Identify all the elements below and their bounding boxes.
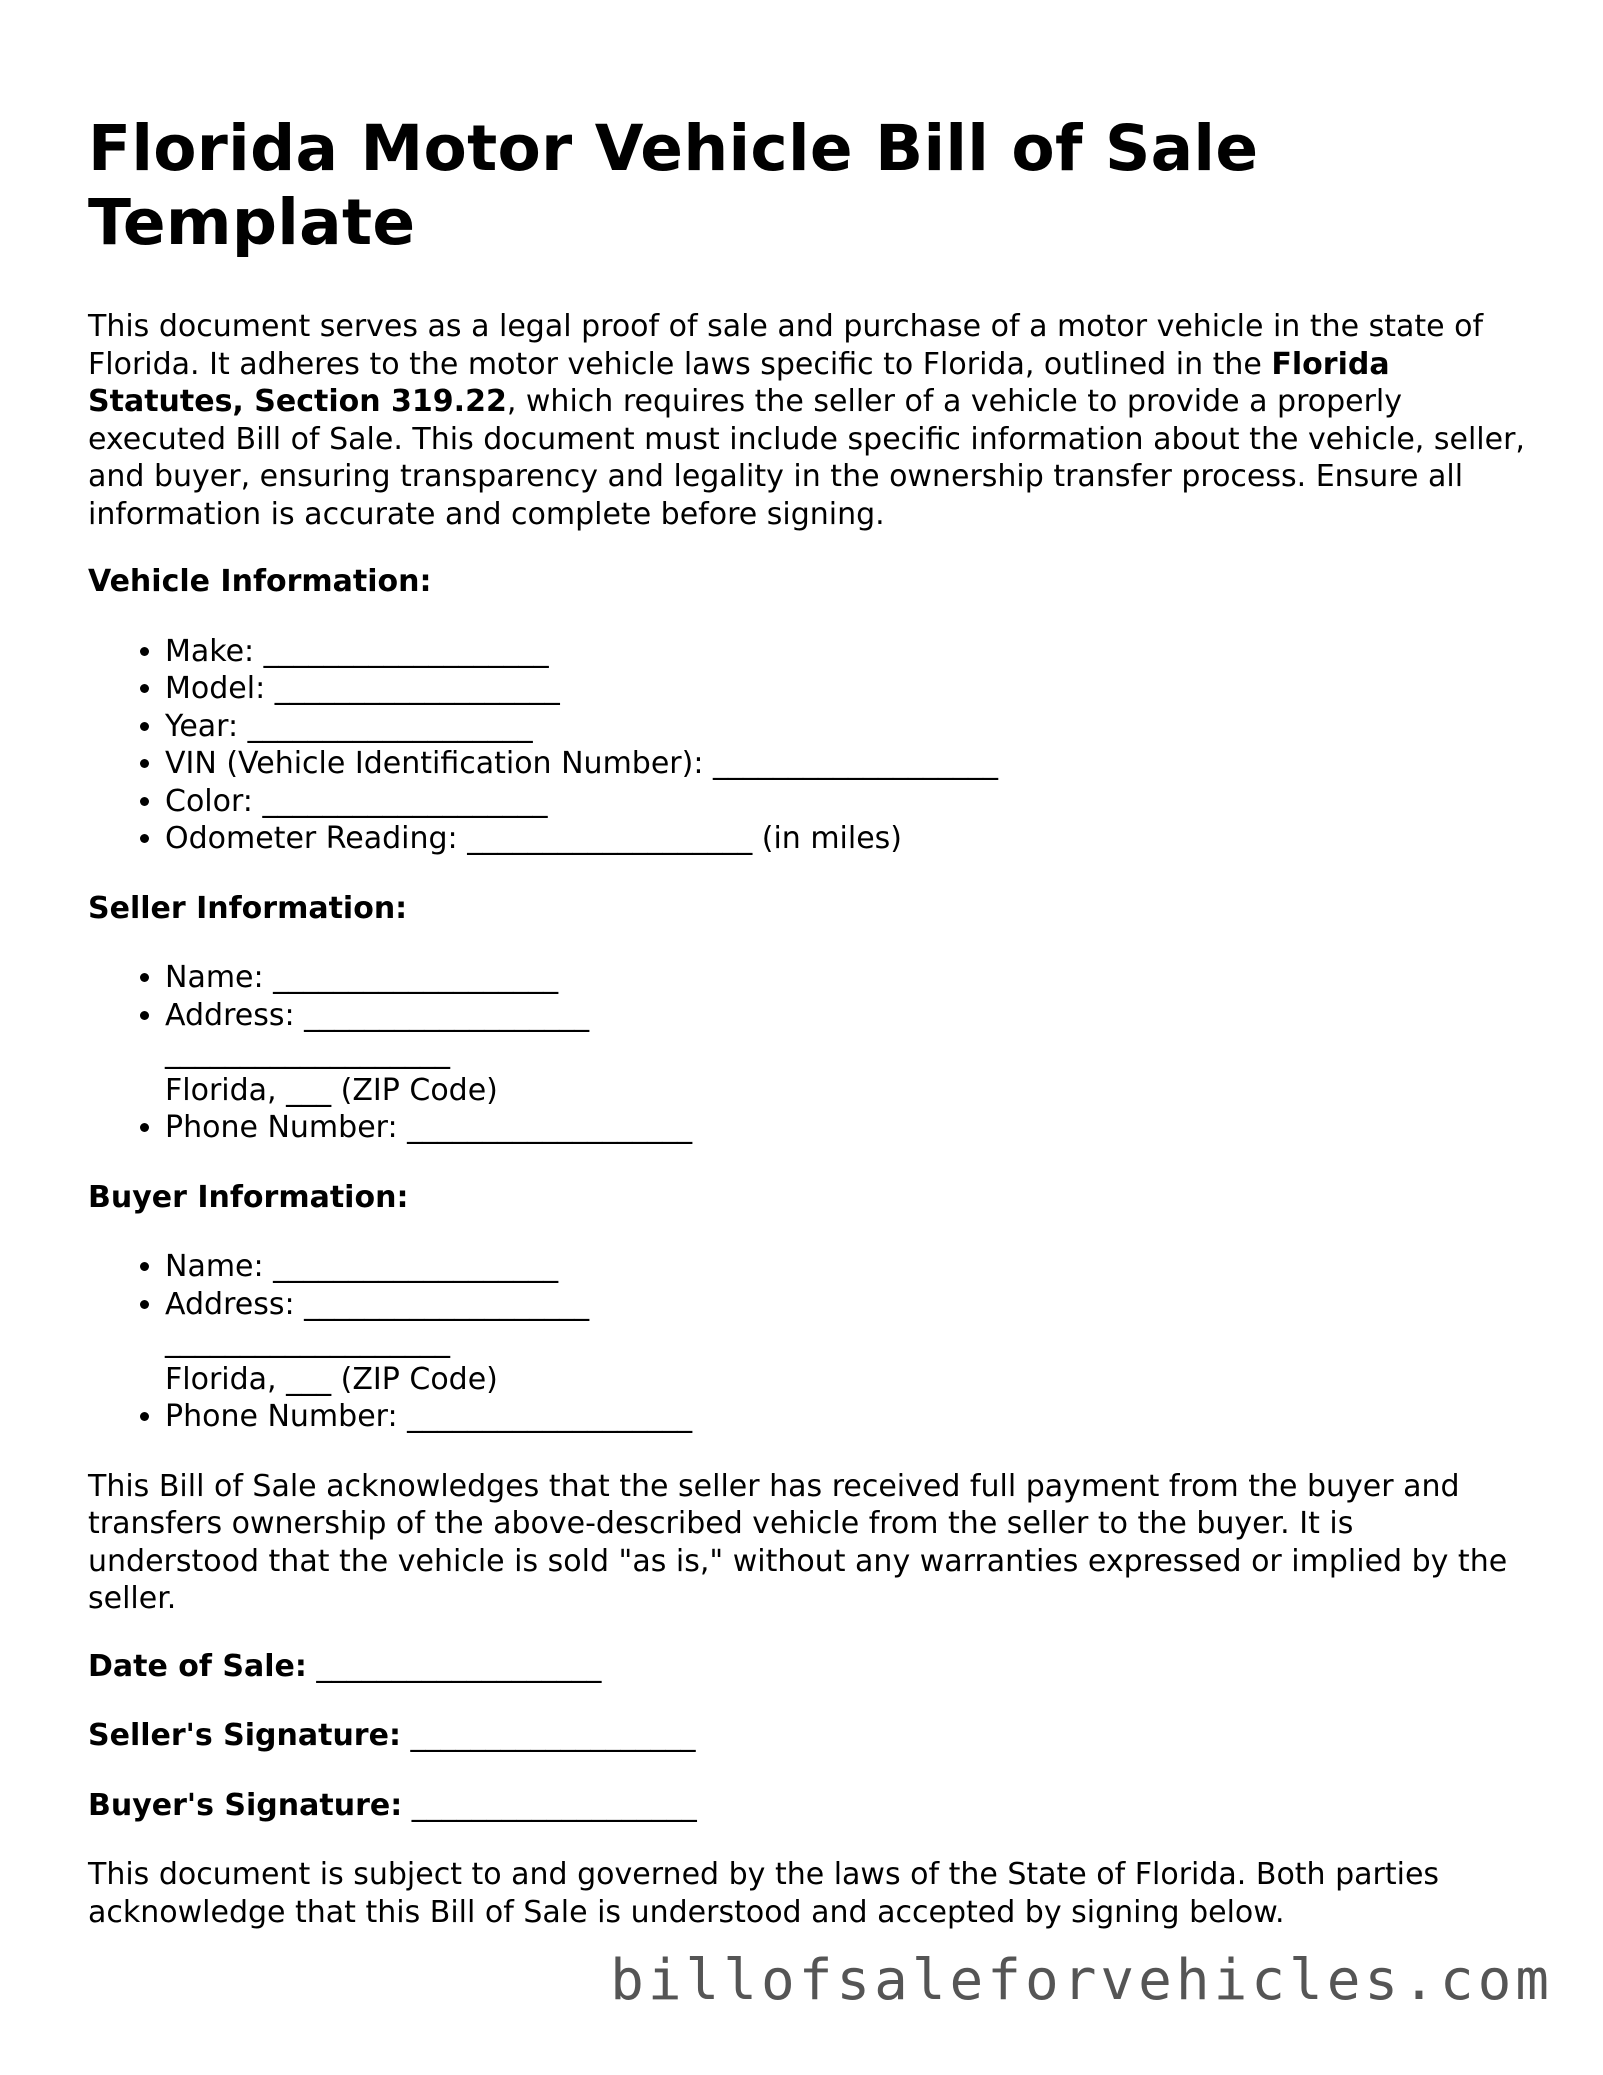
- seller-name-item: • Name: ___________________: [165, 959, 1528, 997]
- seller-signature-line: [88, 1717, 1528, 1755]
- seller-heading: Seller Information:: [88, 890, 408, 926]
- buyer-signature-line: [88, 1787, 1528, 1825]
- vehicle-heading: Vehicle Information:: [88, 564, 432, 599]
- vehicle-list: [88, 633, 1528, 858]
- vehicle-vin-item: • VIN (Vehicle Identification Number): ___________________: [165, 745, 1528, 783]
- seller-list: [88, 959, 1528, 1147]
- buyer-signature-blank: ___________________: [411, 1787, 697, 1823]
- buyer-address-line3: Florida, ___ (ZIP Code): [165, 1361, 498, 1397]
- vehicle-color-item: • Color: ___________________: [165, 783, 1528, 821]
- seller-signature-blank: ___________________: [410, 1718, 696, 1753]
- date-of-sale-line: [88, 1648, 1528, 1686]
- seller-phone-item: • Phone Number: ___________________: [165, 1109, 1528, 1147]
- intro-statute: Florida Statutes, Section 319.22: [88, 346, 1390, 419]
- closing-paragraph: This document is subject to and governed by the laws of the State of Florida. Both parties acknowledge that this Bill of Sale is understood and accepted by signing below.: [88, 1857, 1440, 1930]
- seller-address-line3: Florida, ___ (ZIP Code): [165, 1072, 498, 1108]
- vehicle-year-item: • Year: ___________________: [165, 708, 1528, 746]
- seller-address-line1: Address: ___________________: [165, 997, 590, 1033]
- vehicle-make-item: • Make: ___________________: [165, 633, 1528, 671]
- date-of-sale-blank: ___________________: [316, 1648, 602, 1684]
- buyer-address-item: [165, 1286, 1528, 1399]
- document-page: [88, 112, 1528, 1961]
- vehicle-odometer-item: • Odometer Reading: ___________________ (in miles): [165, 820, 1528, 858]
- intro-paragraph: [88, 308, 1528, 533]
- intro-text-before: This document serves as a legal proof of sale and purchase of a motor vehicle in the state of Florida. It adheres to the motor vehicle laws specific to Florida, outlined in the: [88, 309, 1484, 382]
- vehicle-model-item: • Model: ___________________: [165, 670, 1528, 708]
- buyer-address-line2: ___________________: [165, 1324, 450, 1359]
- seller-address-item: [165, 997, 1528, 1110]
- buyer-heading: Buyer Information:: [88, 1179, 409, 1215]
- buyer-address-line1: Address: ___________________: [165, 1286, 590, 1322]
- buyer-name-item: • Name: ___________________: [165, 1248, 1528, 1286]
- acknowledgement-paragraph: This Bill of Sale acknowledges that the seller has received full payment from the buyer and transfers ownership of the above-described vehicle from the seller to the buyer. It is understood that the vehicle is sold "as is," without any warranties expressed or implied by the seller.: [88, 1468, 1508, 1616]
- footer-watermark: billofsaleforvehicles.com: [610, 1948, 1553, 2013]
- seller-address-line2: ___________________: [165, 1035, 450, 1070]
- buyer-list: [88, 1248, 1528, 1436]
- intro-text-after: , which requires the seller of a vehicle to provide a properly executed Bill of Sale. This document must include specific information about the vehicle, seller, and buyer, ensuring transparency and legality in the ownership transfer process. Ensure all information is accurate and complete before signing.: [88, 384, 1525, 532]
- seller-signature-label: Seller's Signature:: [88, 1718, 401, 1753]
- page-title: Florida Motor Vehicle Bill of Sale Template: [88, 112, 1259, 259]
- date-of-sale-label: Date of Sale:: [88, 1648, 307, 1684]
- buyer-phone-item: • Phone Number: ___________________: [165, 1398, 1528, 1436]
- buyer-signature-label: Buyer's Signature:: [88, 1787, 403, 1823]
